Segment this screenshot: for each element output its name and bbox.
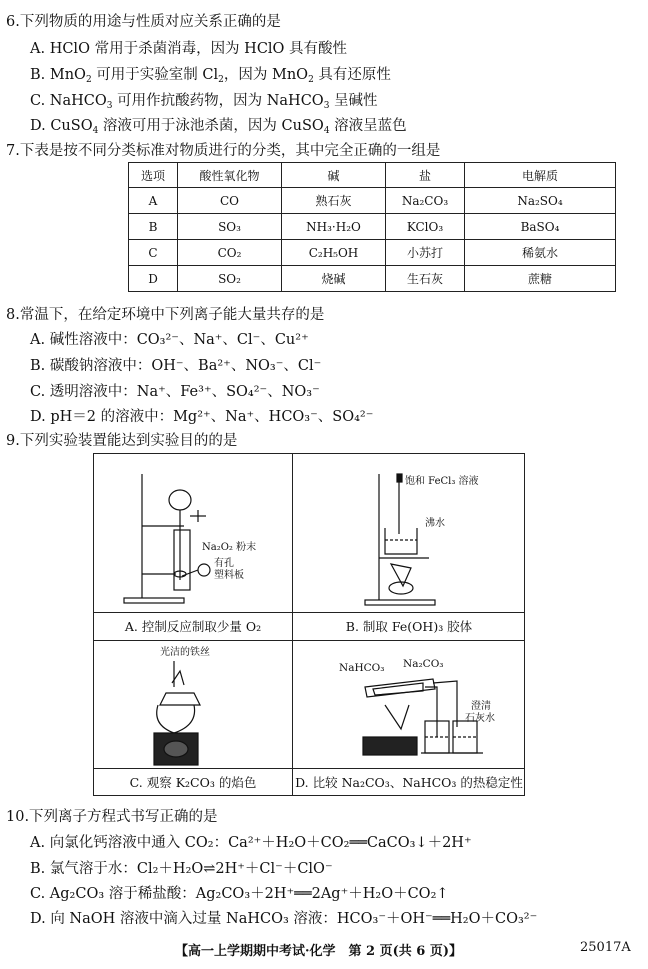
table-cell: BaSO₄ — [465, 214, 616, 240]
table-cell: 稀氨水 — [465, 240, 616, 266]
table-cell: A — [129, 188, 178, 214]
q10-option-a: A. 向氯化钙溶液中通入 CO₂：Ca²⁺＋H₂O＋CO₂══CaCO₃↓＋2H⁺ — [30, 835, 472, 851]
apparatus-a-caption: A. 控制反应制取少量 O₂ — [94, 612, 292, 641]
table-header: 选项 — [129, 163, 178, 188]
q9-stem: 9.下列实验装置能达到实验目的的是 — [6, 433, 238, 449]
apparatus-a-figure — [94, 454, 292, 612]
q7-stem: 7.下表是按不同分类标准对物质进行的分类，其中完全正确的一组是 — [6, 143, 441, 159]
apparatus-a-label-board1: 有孔 — [214, 558, 234, 569]
apparatus-b — [293, 454, 525, 640]
table-header: 酸性氧化物 — [178, 163, 282, 188]
q10-option-c: C. Ag₂CO₃ 溶于稀盐酸：Ag₂CO₃＋2H⁺══2Ag⁺＋H₂O＋CO₂↑ — [30, 886, 449, 902]
apparatus-b-figure — [293, 454, 525, 612]
table-cell: 小苏打 — [386, 240, 465, 266]
apparatus-c-caption: C. 观察 K₂CO₃ 的焰色 — [94, 768, 292, 797]
apparatus-b-caption: B. 制取 Fe(OH)₃ 胶体 — [293, 612, 525, 641]
table-header-row — [129, 163, 616, 188]
apparatus-a-label-board2: 塑料板 — [214, 570, 244, 581]
table-cell: CO — [178, 188, 282, 214]
table-cell: Na₂SO₄ — [465, 188, 616, 214]
table-cell: KClO₃ — [386, 214, 465, 240]
table-cell: NH₃·H₂O — [282, 214, 386, 240]
table-header: 盐 — [386, 163, 465, 188]
table-cell: B — [129, 214, 178, 240]
table-cell: 熟石灰 — [282, 188, 386, 214]
apparatus-d-label-nahco3: NaHCO₃ — [339, 662, 385, 674]
table-header: 碱 — [282, 163, 386, 188]
q8-option-a: A. 碱性溶液中：CO₃²⁻、Na⁺、Cl⁻、Cu²⁺ — [30, 332, 309, 348]
table-cell: SO₂ — [178, 266, 282, 292]
q6-option-c: C. NaHCO$_3$ 可用作抗酸药物，因为 NaHCO$_3$ 呈碱性 — [30, 93, 378, 111]
apparatus-a — [94, 454, 292, 640]
q10-option-d: D. 向 NaOH 溶液中滴入过量 NaHCO₃ 溶液：HCO₃⁻＋OH⁻══H₂O＋CO₃²⁻ — [30, 911, 538, 927]
apparatus-d-caption: D. 比较 Na₂CO₃、NaHCO₃ 的热稳定性 — [293, 768, 525, 797]
apparatus-d — [293, 641, 525, 796]
q6-option-a: A. HClO 常用于杀菌消毒，因为 HClO 具有酸性 — [30, 41, 348, 57]
apparatus-a-label-powder: Na₂O₂ 粉末 — [202, 542, 257, 553]
table-row — [129, 266, 616, 292]
q10-option-b: B. 氯气溶于水：Cl₂＋H₂O⇌2H⁺＋Cl⁻＋ClO⁻ — [30, 861, 333, 877]
apparatus-b-label-fecl3: 饱和 FeCl₃ 溶液 — [405, 476, 479, 487]
table-cell: 烧碱 — [282, 266, 386, 292]
q8-option-c: C. 透明溶液中：Na⁺、Fe³⁺、SO₄²⁻、NO₃⁻ — [30, 384, 320, 400]
q8-option-d: D. pH＝2 的溶液中：Mg²⁺、Na⁺、HCO₃⁻、SO₄²⁻ — [30, 409, 374, 425]
table-cell: Na₂CO₃ — [386, 188, 465, 214]
table-row — [129, 188, 616, 214]
table-cell: D — [129, 266, 178, 292]
table-header: 电解质 — [465, 163, 616, 188]
apparatus-b-label-water: 沸水 — [425, 518, 445, 529]
q6-stem: 6.下列物质的用途与性质对应关系正确的是 — [6, 14, 281, 30]
q8-stem: 8.常温下，在给定环境中下列离子能大量共存的是 — [6, 307, 325, 323]
footer-title: 【高一上学期期中考试·化学 第 2 页(共 6 页)】 — [175, 944, 463, 959]
q10-stem: 10.下列离子方程式书写正确的是 — [6, 809, 218, 825]
apparatus-c-figure — [94, 641, 292, 768]
table-cell: C — [129, 240, 178, 266]
q9-apparatus-grid — [93, 453, 525, 796]
apparatus-d-label-na2co3: Na₂CO₃ — [403, 658, 444, 670]
q6-option-d: D. CuSO$_4$ 溶液可用于泳池杀菌，因为 CuSO$_4$ 溶液呈蓝色 — [30, 118, 407, 136]
apparatus-d-label-limewater2: 石灰水 — [465, 713, 495, 724]
table-row — [129, 214, 616, 240]
table-row — [129, 240, 616, 266]
q6-option-b: B. MnO$_2$ 可用于实验室制 $Cl_2$，因为 MnO$_2$ 具有还原性 — [30, 67, 391, 85]
q7-classification-table — [128, 162, 616, 292]
apparatus-d-figure — [293, 641, 525, 768]
apparatus-c — [94, 641, 292, 796]
table-cell: CO₂ — [178, 240, 282, 266]
table-cell: C₂H₅OH — [282, 240, 386, 266]
table-cell: 蔗糖 — [465, 266, 616, 292]
table-cell: 生石灰 — [386, 266, 465, 292]
table-cell: SO₃ — [178, 214, 282, 240]
apparatus-d-label-limewater1: 澄清 — [471, 701, 491, 712]
apparatus-c-label-wire: 光洁的铁丝 — [160, 647, 210, 658]
q8-option-b: B. 碳酸钠溶液中：OH⁻、Ba²⁺、NO₃⁻、Cl⁻ — [30, 358, 322, 374]
footer-code: 25017A — [580, 940, 631, 955]
